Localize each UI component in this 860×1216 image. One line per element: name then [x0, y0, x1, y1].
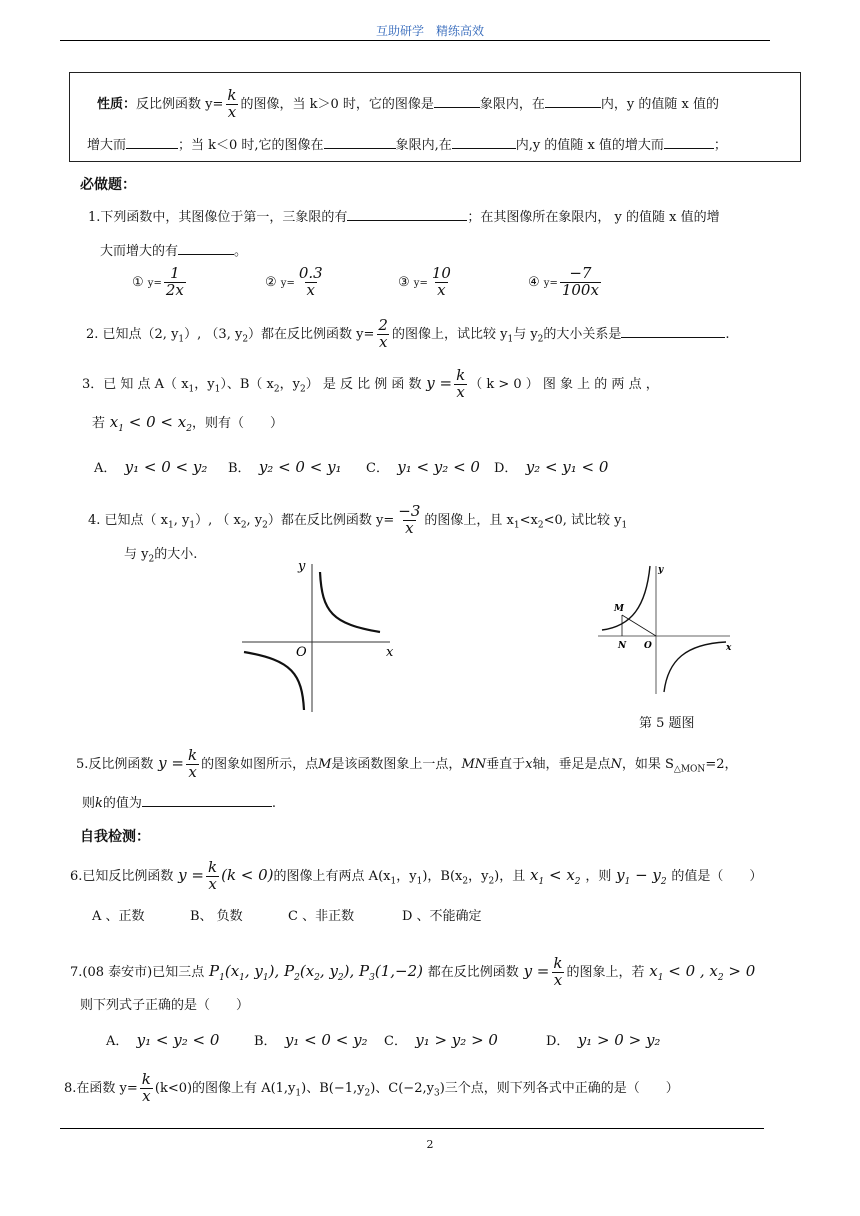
blank — [142, 794, 272, 807]
property-line-1: 性质：反比例函数 y= $\frac{k}{x}$ 的图像，当 k＞0 时，它的图像是 象限内，在 内，y 的值随 x 值的 — [97, 86, 719, 121]
blank — [347, 208, 467, 221]
question-3-line-2: 若 $x_1 < 0 < x_2$，则有（ ） — [92, 413, 283, 434]
curve-first-quadrant — [320, 572, 380, 632]
header-rule — [60, 40, 770, 41]
axis-label-y: y — [658, 565, 664, 575]
question-3-option-b: B． y₂ < 0 < y₁ — [228, 458, 342, 476]
axis-label-x: x — [726, 643, 732, 653]
question-6-option-d: D 、不能确定 — [402, 909, 482, 924]
question-7-line-1: 7.(08 泰安市)已知三点 $P_1(x_1$, $y_1$), $P_2(x_2$, $y_2$), $P_3(1,-2)$ 都在反比例函数 y = $\frac{k}{x}$ 的图象上，若 $x_1 < 0$ , $x_2 > 0$ — [70, 954, 756, 989]
question-6-option-b: B、 负数 — [190, 909, 243, 924]
question-6: 6.已知反比例函数 y = $\frac{k}{x}$ (k < 0)的图像上有两点 $A(x_1$，$y_1$)，$B(x_2$，$y_2$)，且 $x_1 < x_2$ ，则 $y_1 - y_2$ 的值是（ ） — [70, 858, 763, 893]
question-6-option-a: A 、正数 — [92, 909, 145, 924]
question-4-line-1: 4. 已知点（ $x_1$, $y_1$）, （ $x_2$, $y_2$）都在反比例函数 y= $\frac{-3}{x}$ 的图像上，且 $x_1<x_2<0$, 试比较 $y_1$ — [88, 502, 628, 537]
curve-second-quadrant — [602, 566, 650, 630]
question-7-option-c: C． y₁ > y₂ > 0 — [384, 1031, 498, 1049]
question-7-line-2: 则下列式子正确的是（ ） — [80, 998, 250, 1013]
figure-5-caption: 第 5 题图 — [639, 716, 695, 731]
point-label-m: M — [614, 604, 624, 614]
blank — [324, 136, 396, 149]
page-number: 2 — [426, 1138, 434, 1151]
section-self-check: 自我检测： — [80, 829, 150, 845]
header-title: 互助研学 精练高效 — [375, 24, 484, 38]
axis-label-y: y — [298, 559, 306, 574]
blank — [664, 136, 714, 149]
hyperbola-figure-left — [240, 552, 400, 714]
origin-label: O — [296, 645, 307, 660]
question-4-line-2: 与 $y_2$的大小. — [124, 547, 198, 565]
property-line-2: 增大而 ；当 k＜0 时,它的图像在 象限内,在 内,y 的值随 x 值的增大而 ； — [87, 138, 727, 153]
property-label: 性质： — [97, 96, 137, 112]
origin-label: O — [644, 641, 652, 651]
blank — [452, 136, 516, 149]
footer-rule — [60, 1128, 764, 1129]
question-5-line-1: 5.反比例函数 y = $\frac{k}{x}$ 的图象如图所示，点M是该函数图象上一点，MN垂直于x轴，垂足是点N，如果 $S_{\triangle MON}=2$， — [76, 746, 738, 781]
question-3-option-c: C． y₁ < y₂ < 0 — [366, 458, 480, 476]
question-7-option-a: A． y₁ < y₂ < 0 — [106, 1031, 220, 1049]
section-required: 必做题： — [80, 177, 136, 193]
question-6-option-c: C 、非正数 — [288, 909, 355, 924]
curve-third-quadrant — [244, 652, 304, 710]
question-1-line-1: 1.下列函数中，其图像位于第一，三象限的有 ；在其图像所在象限内， y 的值随 x 值的增 — [88, 210, 720, 225]
question-1-line-2: 大而增大的有 。 — [100, 244, 248, 259]
blank — [621, 325, 725, 338]
question-3-option-a: A． y₁ < 0 < y₂ — [94, 458, 208, 476]
question-1-option-2: ② y= $\frac{0.3}{x}$ — [265, 264, 323, 299]
question-5-line-2: 则k的值为 . — [82, 796, 277, 811]
blank — [434, 95, 480, 108]
question-7-option-b: B． y₁ < 0 < y₂ — [254, 1031, 368, 1049]
curve-fourth-quadrant — [664, 642, 726, 692]
blank — [545, 95, 601, 108]
blank — [178, 242, 234, 255]
question-3-line-1: 3．已 知 点 A（ $x_1$，$y_1$）、B（ $x_2$，$y_2$） 是 反 比 例 函 数 y = $\frac{k}{x}$ （ k > 0 ） 图 象 上 的 两 点 ， — [82, 366, 659, 401]
fraction-k-x: $\frac{k}{x}$ — [227, 86, 237, 121]
blank — [126, 136, 178, 149]
hyperbola-figure-right — [594, 560, 734, 700]
axis-label-x: x — [386, 645, 394, 660]
question-1-option-3: ③ y= $\frac{10}{x}$ — [398, 264, 451, 299]
point-label-n: N — [618, 641, 627, 651]
question-1-option-1: ① y= $\frac{1}{2x}$ — [132, 264, 184, 299]
question-3-option-d: D． y₂ < y₁ < 0 — [494, 458, 609, 476]
question-2: 2. 已知点（2, $y_1$）, （3, $y_2$）都在反比例函数 y= $\frac{2}{x}$ 的图像上，试比较 $y_1$与 $y_2$的大小关系是 . — [86, 316, 730, 351]
question-1-option-4: ④ y= $\frac{-7}{100x}$ — [528, 264, 599, 299]
question-8: 8.在函数 y= $\frac{k}{x}$ (k<0)的图像上有 $A(1,y_1)$、$B(-1,y_2)$、$C(-2,y_3)$三个点，则下列各式中正确的是（ ） — [64, 1070, 679, 1105]
question-7-option-d: D． y₁ > 0 > y₂ — [546, 1031, 661, 1049]
